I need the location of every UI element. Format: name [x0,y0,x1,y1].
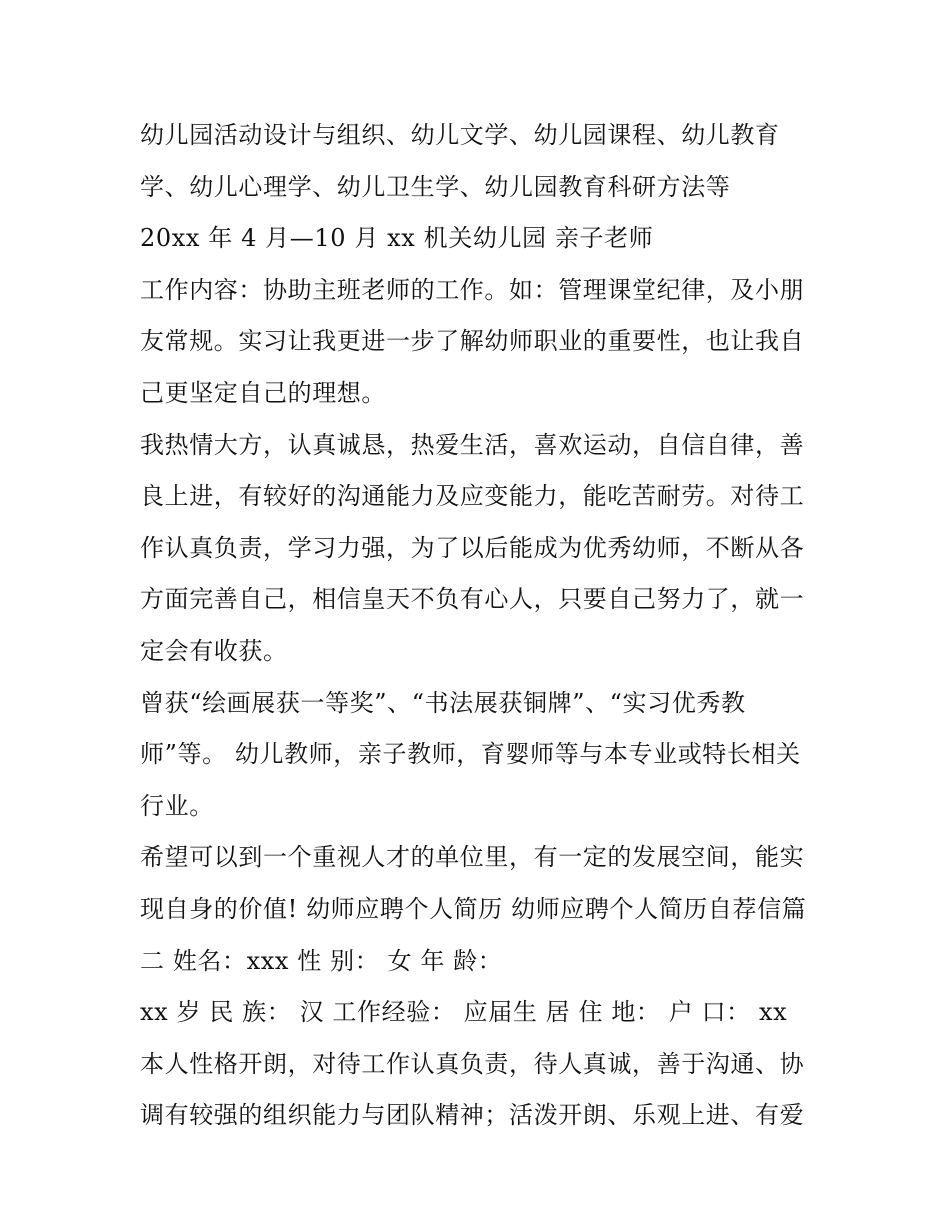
text-line: 二 姓名：xxx 性 别： 女 年 龄： [140,946,503,975]
text-line: 良上进，有较好的沟通能力及应变能力，能吃苦耐劳。对待工 [140,482,805,511]
text-line: 己更坚定自己的理想。 [140,378,386,407]
text-line: 幼儿园活动设计与组织、幼儿文学、幼儿园课程、幼儿教育 [140,121,780,149]
text-line: xx 岁 民 族： 汉 工作经验： 应届生 居 住 地： 户 口： xx [140,998,788,1027]
text-line: 方面完善自己，相信皇天不负有心人，只要自己努力了，就一 [140,585,805,614]
text-line: 友常规。实习让我更进一步了解幼师职业的重要性，也让我自 [140,327,805,356]
text-line: 行业。 [140,791,214,820]
text-line: 曾获“绘画展获一等奖”、“书法展获铜牌”、“实习优秀教 [140,688,746,717]
text-line: 调有较强的组织能力与团队精神；活泼开朗、乐观上进、有爱 [140,1101,805,1130]
document-body [140,110,820,1142]
text-line: 师”等。 幼儿教师，亲子教师，育婴师等与本专业或特长相关 [140,740,801,769]
text-line: 作认真负责，学习力强，为了以后能成为优秀幼师，不断从各 [140,533,805,562]
text-line: 现自身的价值! 幼师应聘个人简历 幼师应聘个人简历自荐信篇 [140,894,807,923]
text-line: 本人性格开朗，对待工作认真负责，待人真诚，善于沟通、协 [140,1049,805,1078]
text-line: 我热情大方，认真诚恳，热爱生活，喜欢运动，自信自律，善 [140,430,805,459]
text-line: 20xx 年 4 月—10 月 xx 机关幼儿园 亲子老师 [140,224,654,253]
text-line: 希望可以到一个重视人才的单位里，有一定的发展空间，能实 [140,843,805,872]
text-line: 定会有收获。 [140,636,288,665]
text-line: 工作内容：协助主班老师的工作。如：管理课堂纪律，及小朋 [140,275,805,304]
text-line: 学、幼儿心理学、幼儿卫生学、幼儿园教育科研方法等 [140,172,731,201]
